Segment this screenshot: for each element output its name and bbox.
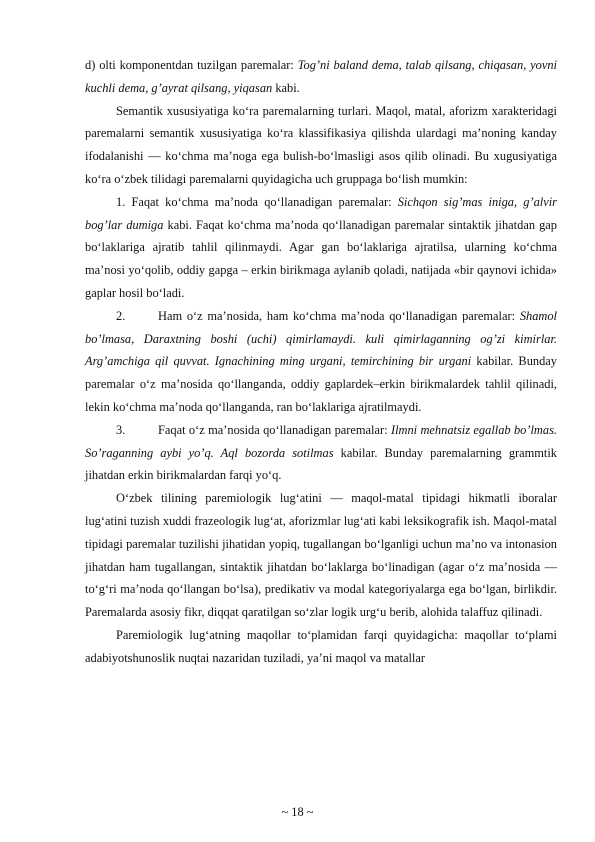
list-item-3 [85,419,557,487]
list-item-2 [85,305,557,419]
list-item-1-lead: Faqat ko‘chma ma’noda qo‘llanadigan paremalar: [125,194,398,209]
document-body [85,54,557,670]
paragraph-d-lead: d) olti komponentdan tuzilgan paremalar: [85,58,298,72]
paragraph-semantic: Semantik xususiyatiga ko‘ra paremalarning turlari. Maqol, matal, aforizm xarakteridagi paremalarni semantik xususiyatiga ko‘ra klassifikasiya qilishda ulardagi ma’noning kanday ifodalanishi — ko‘chma ma’noga ega bulish-bo‘lmasligi asos qilib olinadi. Bu xugusiyatiga ko‘ra o‘zbek tilidagi paremalarni quyidagicha uch gruppaga bo‘lish mumkin: [85,103,557,186]
list-item-2-lead: Ham o‘z ma’nosida, ham ko‘chma ma’noda qo‘llanadigan paremalar: [158,308,520,323]
paragraph-d-tail: kabi. [272,80,300,95]
list-item-1-examples: Sichqon sig’mas iniga, g’alvir bog’lar dumiga [85,194,558,232]
list-item-1 [85,191,557,305]
page-number: ~ 18 ~ [281,805,314,819]
list-item-1-tail: kabi. Faqat ko‘chma ma’noda qo‘llanadigan paremalar sintaktik jihatdan gap bo‘laklariga ajratib tahlil qilinmaydi. Agar gan bo‘laklariga ajratilsa, ularning ko‘chma ma’nosi yo‘qolib, oddiy gapga – erkin birikmaga aylanib qoladi, natijada «bir qaynovi ichida» gaplar hosil bo‘ladi. [85,217,557,300]
list-item-1-number: 1. [116,194,126,209]
paragraph-uzbek-lexicography: O‘zbek tilining paremiologik lug‘atini — maqol-matal tipidagi hikmatli iboralar lug‘atini tuzish xuddi frazeologik lug‘at, aforizmlar lug‘ati kabi leksikografik ish. Maqol-matal tipidagi paremalar tuzilishi jihatidan yopiq, tugallangan bo‘lganligi uchun ma’no va intonasion jihatdan ham tugallangan, sintaktik jihatdan bo‘laklarga bo‘linadigan (agar o‘z ma’nosida — to‘g‘ri ma’noda qo‘llangan bo‘lsa), predikativ va modal kategoriyalarga ega bo‘lgan, birlikdir. Paremalarda asosiy fikr, diqqat qaratilgan so‘zlar logik urg‘u berib, alohida talaffuz qilinadi. [85,491,557,620]
list-item-2-tail: kabilar. Bunday paremalar o‘z ma’nosida qo‘llanganda, oddiy gaplardek–erkin birikmalardek tahlil qilinadi, lekin ko‘chma ma’noda qo‘llanganda, ran bo‘laklariga ajratilmaydi. [85,354,557,414]
list-item-3-examples: Ilmni mehnatsiz egallab bo’lmas. So’raganning aybi yo’q. Aql bozorda sotilmas [85,422,557,460]
list-item-3-tail: kabilar. Bunday paremalarning grammtik jihatdan erkin birikmalardan farqi yo‘q. [85,445,557,483]
list-item-3-number: 3. [116,422,126,437]
list-item-2-number: 2. [116,308,126,323]
paragraph-d [85,54,557,100]
list-item-3-lead: Faqat o‘z ma’nosida qo‘llanadigan paremalar: [158,422,391,437]
paragraph-d-examples: Tog’ni baland dema, talab qilsang, chiqasan, yovni kuchli dema, g’ayrat qilsang, yiqasan [85,58,557,95]
paragraph-paremiological-dictionary: Paremiologik lug‘atning maqollar to‘plamidan farqi quyidagicha: maqollar to‘plami adabiyotshunoslik nuqtai nazaridan tuziladi, ya’ni maqol va matallar [85,627,557,665]
list-item-2-examples: Shamol bo’lmasa, Daraxtning boshi (uchi) qimirlamaydi. kuli qimirlaganning og’zi kimirlar. Arg’amchiga qil quvvat. Ignachining ming urgani, temirchining bir urgani [85,308,557,369]
